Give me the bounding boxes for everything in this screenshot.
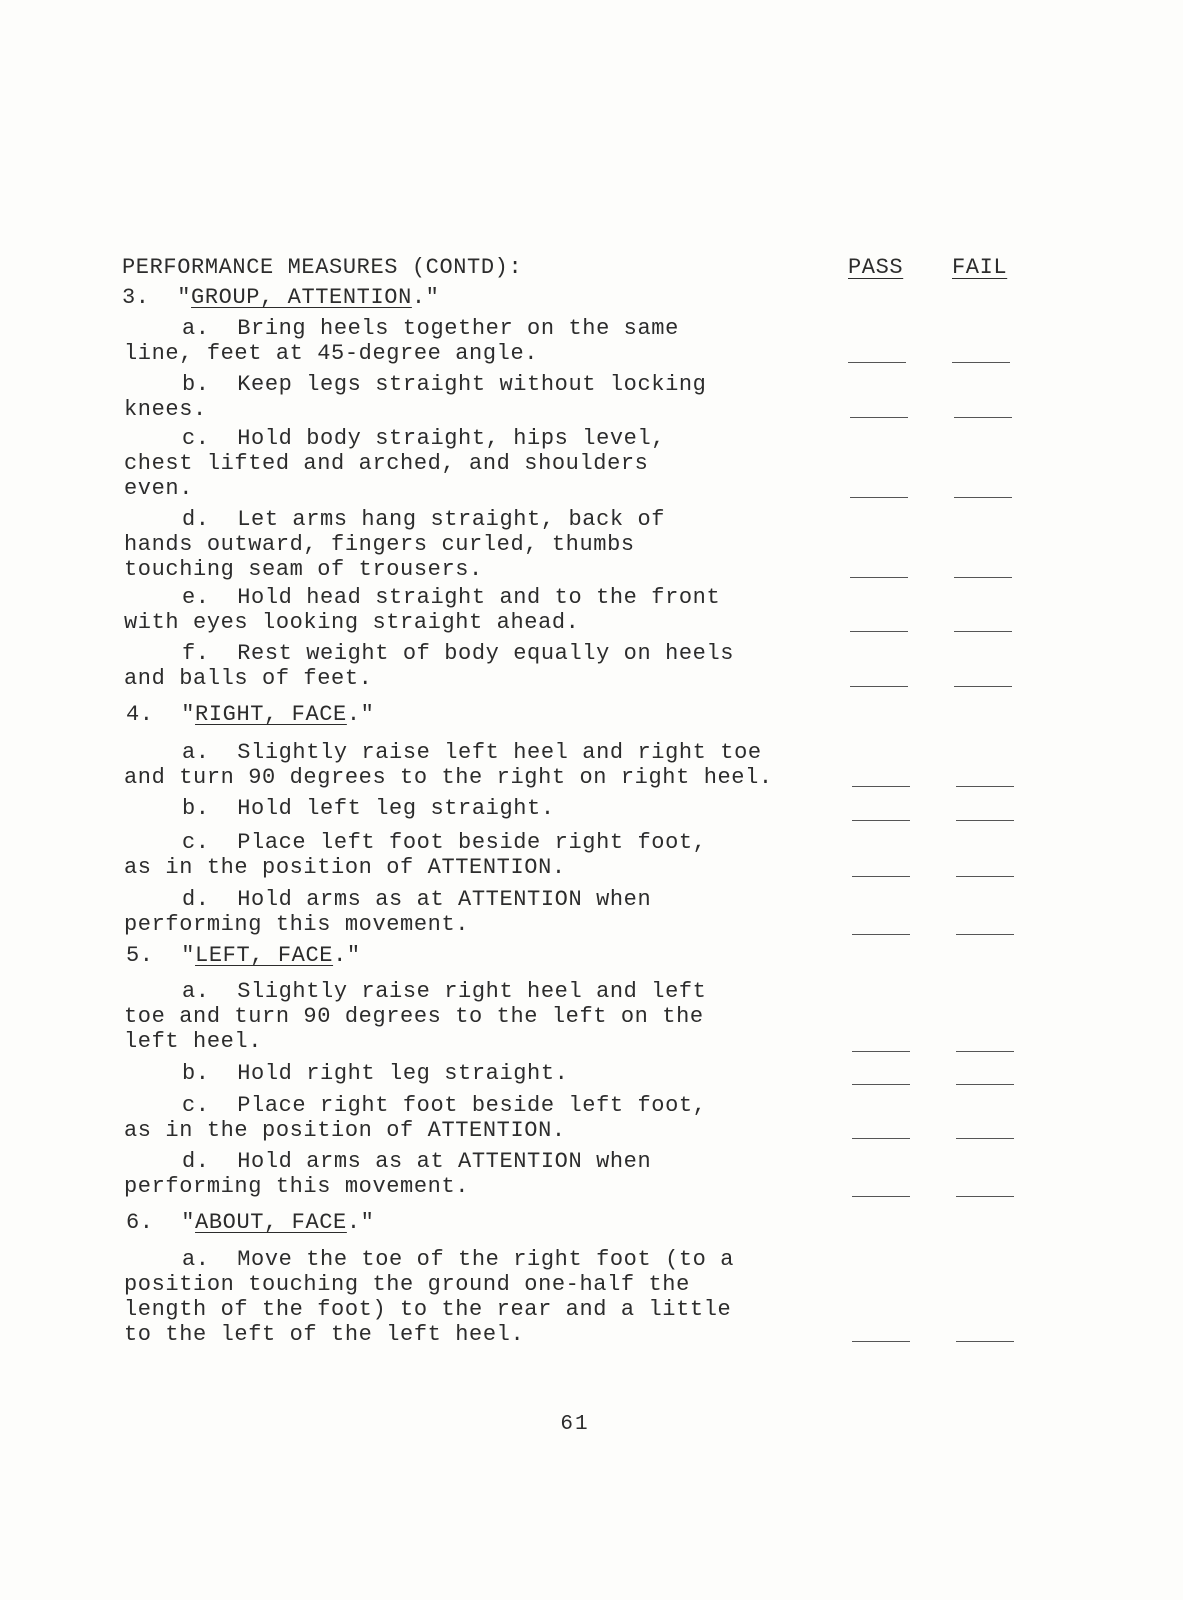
section-heading: 6. "ABOUT, FACE."	[126, 1210, 375, 1235]
pass-column-header: PASS	[848, 255, 904, 280]
fail-checkbox-line[interactable]	[956, 786, 1014, 787]
measure-item	[124, 585, 844, 635]
measure-item	[124, 887, 844, 937]
measure-item	[124, 1247, 844, 1347]
fail-checkbox-line[interactable]	[956, 1051, 1014, 1052]
pass-checkbox-line[interactable]	[852, 786, 910, 787]
item-line: d. Hold arms as at ATTENTION when	[182, 1149, 652, 1174]
fail-checkbox-line[interactable]	[954, 631, 1012, 632]
item-line: a. Move the toe of the right foot (to a	[182, 1247, 735, 1272]
pass-checkbox-line[interactable]	[852, 934, 910, 935]
item-line: c. Place right foot beside left foot,	[182, 1093, 707, 1118]
item-line: a. Bring heels together on the same	[182, 316, 679, 341]
item-line: length of the foot) to the rear and a little	[124, 1297, 732, 1322]
item-line: and balls of feet.	[124, 666, 373, 691]
fail-checkbox-line[interactable]	[956, 820, 1014, 821]
pass-checkbox-line[interactable]	[852, 876, 910, 877]
item-line: even.	[124, 476, 194, 501]
fail-checkbox-line[interactable]	[954, 577, 1012, 578]
measure-item	[124, 1093, 844, 1143]
fail-checkbox-line[interactable]	[954, 417, 1012, 418]
pass-checkbox-line[interactable]	[850, 686, 908, 687]
measure-item	[124, 979, 844, 1054]
item-line: a. Slightly raise left heel and right toe	[182, 740, 762, 765]
fail-checkbox-line[interactable]	[956, 1341, 1014, 1342]
item-line: chest lifted and arched, and shoulders	[124, 451, 649, 476]
item-line: b. Hold right leg straight.	[182, 1061, 569, 1086]
fail-checkbox-line[interactable]	[956, 876, 1014, 877]
pass-checkbox-line[interactable]	[850, 577, 908, 578]
fail-checkbox-line[interactable]	[954, 497, 1012, 498]
pass-checkbox-line[interactable]	[852, 1341, 910, 1342]
item-line: touching seam of trousers.	[124, 557, 483, 582]
item-line: d. Let arms hang straight, back of	[182, 507, 666, 532]
pass-checkbox-line[interactable]	[852, 820, 910, 821]
section-heading: 4. "RIGHT, FACE."	[126, 702, 375, 727]
measure-item	[124, 740, 844, 790]
item-line: c. Place left foot beside right foot,	[182, 830, 707, 855]
measure-item	[124, 1061, 844, 1086]
item-line: performing this movement.	[124, 1174, 470, 1199]
item-line: with eyes looking straight ahead.	[124, 610, 580, 635]
fail-checkbox-line[interactable]	[956, 1196, 1014, 1197]
measure-item	[124, 641, 844, 691]
pass-checkbox-line[interactable]	[850, 497, 908, 498]
fail-checkbox-line[interactable]	[952, 362, 1010, 363]
measure-item	[124, 830, 844, 880]
pass-checkbox-line[interactable]	[850, 631, 908, 632]
pass-checkbox-line[interactable]	[852, 1138, 910, 1139]
pass-checkbox-line[interactable]	[852, 1196, 910, 1197]
measure-item	[124, 316, 844, 366]
section-heading: 3. "GROUP, ATTENTION."	[122, 285, 440, 310]
item-line: and turn 90 degrees to the right on right heel.	[124, 765, 773, 790]
pass-checkbox-line[interactable]	[852, 1084, 910, 1085]
item-line: a. Slightly raise right heel and left	[182, 979, 707, 1004]
page-title: PERFORMANCE MEASURES (CONTD):	[122, 255, 523, 280]
item-line: b. Keep legs straight without locking	[182, 372, 707, 397]
measure-item	[124, 426, 844, 501]
fail-column-header: FAIL	[952, 255, 1008, 280]
pass-checkbox-line[interactable]	[850, 417, 908, 418]
item-line: position touching the ground one-half the	[124, 1272, 690, 1297]
item-line: left heel.	[124, 1029, 263, 1054]
fail-checkbox-line[interactable]	[956, 1138, 1014, 1139]
item-line: performing this movement.	[124, 912, 470, 937]
item-line: d. Hold arms as at ATTENTION when	[182, 887, 652, 912]
pass-checkbox-line[interactable]	[848, 362, 906, 363]
measure-item	[124, 372, 844, 422]
item-line: hands outward, fingers curled, thumbs	[124, 532, 635, 557]
item-line: as in the position of ATTENTION.	[124, 1118, 566, 1143]
fail-checkbox-line[interactable]	[956, 934, 1014, 935]
item-line: as in the position of ATTENTION.	[124, 855, 566, 880]
item-line: to the left of the left heel.	[124, 1322, 525, 1347]
item-line: c. Hold body straight, hips level,	[182, 426, 666, 451]
item-line: toe and turn 90 degrees to the left on the	[124, 1004, 704, 1029]
item-line: line, feet at 45-degree angle.	[124, 341, 539, 366]
item-line: f. Rest weight of body equally on heels	[182, 641, 735, 666]
item-line: knees.	[124, 397, 207, 422]
pass-checkbox-line[interactable]	[852, 1051, 910, 1052]
measure-item	[124, 1149, 844, 1199]
measure-item	[124, 796, 844, 821]
item-line: e. Hold head straight and to the front	[182, 585, 721, 610]
measure-item	[124, 507, 844, 582]
item-line: b. Hold left leg straight.	[182, 796, 555, 821]
fail-checkbox-line[interactable]	[954, 686, 1012, 687]
page-number: 61	[560, 1413, 590, 1436]
section-heading: 5. "LEFT, FACE."	[126, 943, 361, 968]
fail-checkbox-line[interactable]	[956, 1084, 1014, 1085]
